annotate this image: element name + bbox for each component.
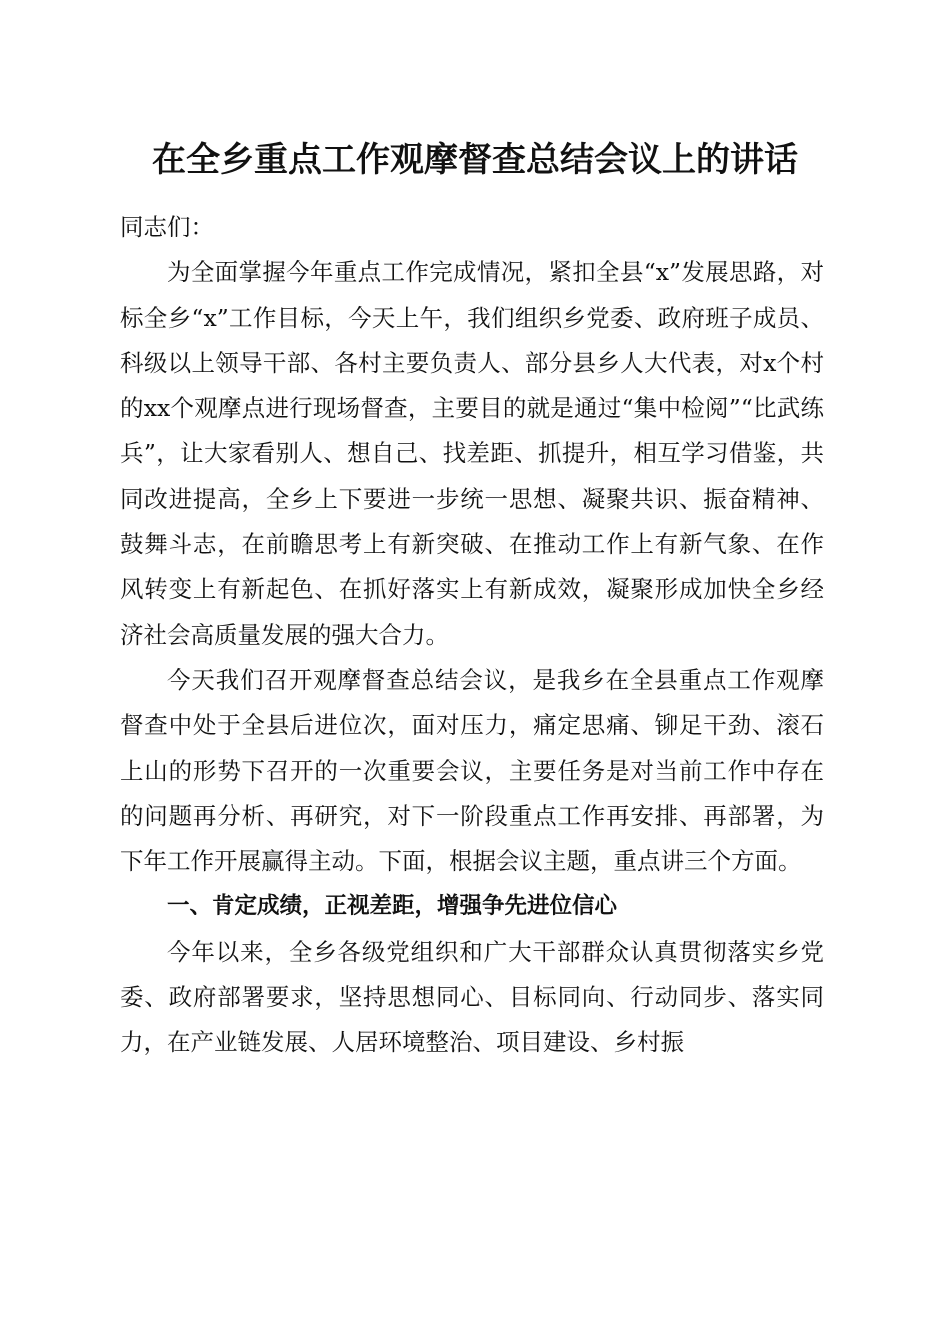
body-paragraph: 今年以来，全乡各级党组织和广大干部群众认真贯彻落实乡党委、政府部署要求，坚持思想同心、目标同向、行动同步、落实同力，在产业链发展、人居环境整治、项目建设、乡村振 <box>120 937 824 1057</box>
salutation: 同志们： <box>120 213 214 241</box>
body-paragraph: 为全面掌握今年重点工作完成情况，紧扣全县“x”发展思路，对标全乡“x”工作目标，今天上午，我们组织乡党委、政府班子成员、科级以上领导干部、各村主要负责人、部分县乡人大代表，对x个村的xx个观摩点进行现场督查，主要目的就是通过“集中检阅”“比武练兵”，让大家看别人、想自己、找差距、抓提升，相互学习借鉴，共同改进提高，全乡上下要进一步统一思想、凝聚共识、振奋精神、鼓舞斗志，在前瞻思考上有新突破、在推动工作上有新气象、在作风转变上有新起色、在抓好落实上有新成效，凝聚形成加快全乡经济社会高质量发展的强大合力。 <box>120 258 824 649</box>
document-title: 在全乡重点工作观摩督查总结会议上的讲话 <box>152 140 798 180</box>
section-heading: 一、肯定成绩，正视差距，增强争先进位信心 <box>167 893 618 920</box>
body-paragraph: 今天我们召开观摩督查总结会议，是我乡在全县重点工作观摩督查中处于全县后进位次，面对压力，痛定思痛、铆足干劲、滚石上山的形势下召开的一次重要会议，主要任务是对当前工作中存在的问题再分析、再研究，对下一阶段重点工作再安排、再部署，为下年工作开展赢得主动。下面，根据会议主题，重点讲三个方面。 <box>120 665 824 876</box>
document-body <box>120 205 824 1066</box>
